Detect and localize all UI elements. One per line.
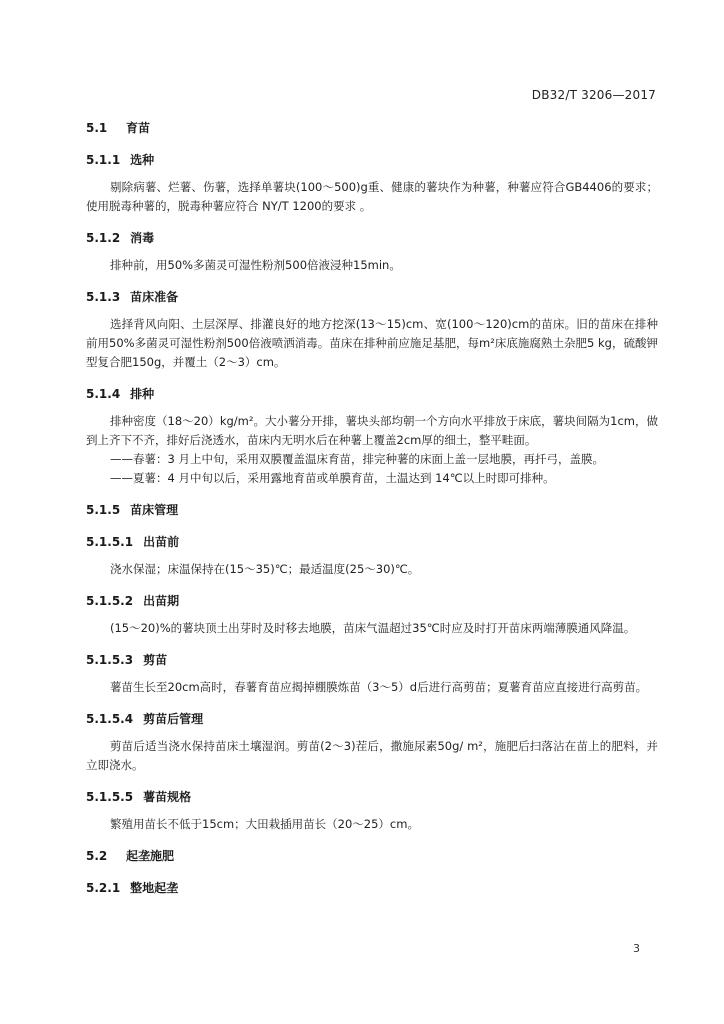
paragraph: 剔除病薯、烂薯、伤薯，选择单薯块(100～500)g重、健康的薯块作为种薯，种薯应符合GB4406的要求；使用脱毒种薯的，脱毒种薯应符合 NY/T 1200的要求 。 [86, 180, 658, 213]
paragraph: 排种密度（18～20）kg/m²。大小薯分开排，薯块头部均朝一个方向水平排放于床底，薯块间隔为1cm，做到上齐下不齐，排好后浇透水，苗床内无明水后在种薯上覆盖2cm厚的细土，整平畦面。 [86, 414, 658, 447]
section-heading: 5.1.5.5 薯苗规格 [86, 790, 192, 804]
section-heading: 5.2.1 整地起垄 [86, 881, 179, 895]
paragraph: 选择背风向阳、土层深厚、排灌良好的地方挖深(13～15)cm、宽(100～120)cm的苗床。旧的苗床在排种前用50%多菌灵可湿性粉剂500倍液喷洒消毒。苗床在排种前应施足基肥，每m²床底施腐熟土杂肥5 kg，硫酸钾型复合肥150g，并覆土（2～3）cm。 [86, 317, 658, 369]
paragraph: 薯苗生长至20cm高时，春薯育苗应揭掉棚膜炼苗（3～5）d后进行高剪苗；夏薯育苗应直接进行高剪苗。 [110, 680, 648, 694]
paragraph: 排种前，用50%多菌灵可湿性粉剂500倍液浸种15min。 [110, 258, 401, 272]
list-item: ——夏薯：4 月中旬以后，采用露地育苗或单膜育苗，土温达到 14℃以上时即可排种。 [110, 471, 555, 485]
section-heading: 5.1.1 选种 [86, 153, 155, 167]
paragraph: 剪苗后适当浇水保持苗床土壤湿润。剪苗(2～3)茬后，撒施尿素50g/ m²，施肥后扫落沾在苗上的肥料，并立即浇水。 [86, 739, 658, 772]
paragraph: 繁殖用苗长不低于15cm；大田栽插用苗长（20～25）cm。 [110, 817, 419, 831]
page-number: 3 [633, 942, 640, 955]
section-heading: 5.1.5.2 出苗期 [86, 594, 180, 608]
section-heading: 5.1 育苗 [86, 121, 151, 135]
paragraph: (15～20)%的薯块顶土出芽时及时移去地膜，苗床气温超过35℃时应及时打开苗床两端薄膜通风降温。 [110, 621, 636, 635]
document-code: DB32/T 3206—2017 [531, 88, 656, 102]
section-heading: 5.1.4 排种 [86, 387, 155, 401]
section-heading: 5.1.2 消毒 [86, 231, 155, 245]
section-heading: 5.2 起垄施肥 [86, 849, 175, 863]
section-heading: 5.1.5.4 剪苗后管理 [86, 712, 204, 726]
section-heading: 5.1.5 苗床管理 [86, 503, 179, 517]
document-body [86, 118, 658, 898]
paragraph: 浇水保湿；床温保持在(15～35)℃；最适温度(25～30)℃。 [110, 562, 420, 576]
section-heading: 5.1.5.3 剪苗 [86, 653, 168, 667]
section-heading: 5.1.3 苗床准备 [86, 290, 179, 304]
section-heading: 5.1.5.1 出苗前 [86, 535, 180, 549]
list-item: ——春薯：3 月上中旬，采用双膜覆盖温床育苗，排完种薯的床面上盖一层地膜，再扦弓，盖膜。 [110, 452, 604, 466]
